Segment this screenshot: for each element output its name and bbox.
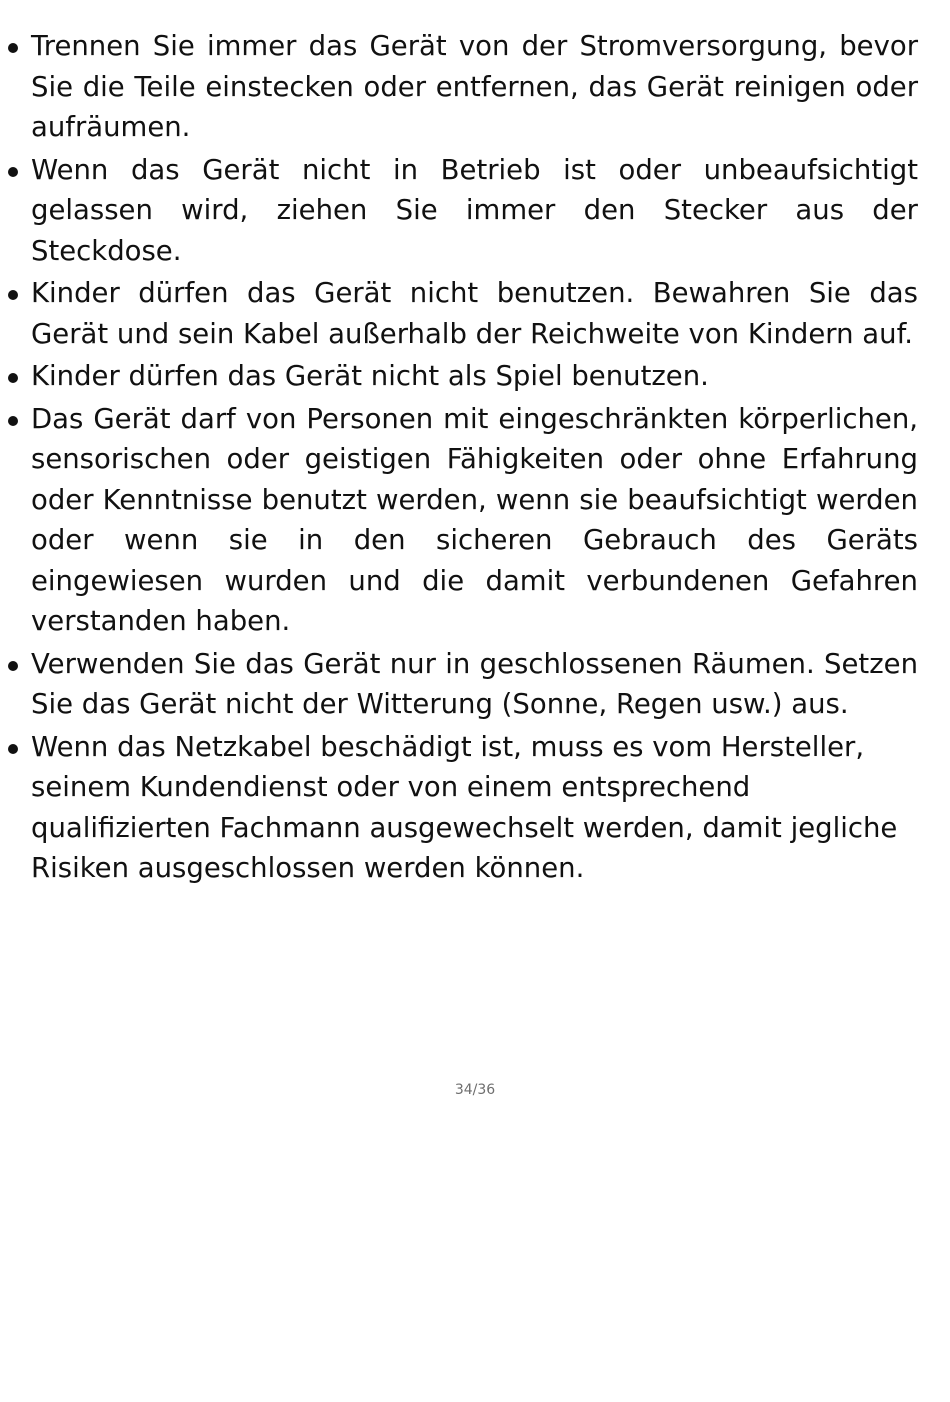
list-item <box>6 727 918 889</box>
safety-instructions-list <box>6 26 918 891</box>
bullet-icon <box>8 744 18 754</box>
list-item-text: Wenn das Netzkabel beschädigt ist, muss es vom Hersteller, seinem Kundendienst oder von einem entsprechend qualifizierten Fachmann ausgewechselt werden, damit jegliche Risiken ausgeschlossen werden können. <box>31 730 898 884</box>
list-item-text: Das Gerät darf von Personen mit eingeschränkten körperlichen, sensorischen oder geistigen Fähigkeiten oder ohne Erfahrung oder Kenntnisse benutzt werden, wenn sie beaufsichtigt werden oder wenn sie in den sicheren Gebrauch des Geräts eingewiesen wurden und die damit verbundenen Gefahren verstanden haben. <box>31 402 918 637</box>
bullet-icon <box>8 167 18 177</box>
list-item <box>6 150 918 272</box>
page-number: 34/36 <box>454 1082 496 1098</box>
list-item-text: Verwenden Sie das Gerät nur in geschlossenen Räumen. Setzen Sie das Gerät nicht der Witterung (Sonne, Regen usw.) aus. <box>31 647 918 720</box>
bullet-icon <box>8 290 18 300</box>
bullet-icon <box>8 661 18 671</box>
list-item <box>6 644 918 725</box>
list-item <box>6 273 918 354</box>
list-item-text: Trennen Sie immer das Gerät von der Stromversorgung, bevor Sie die Teile einstecken oder entfernen, das Gerät reinigen oder aufräumen. <box>31 30 918 143</box>
bullet-icon <box>8 43 18 53</box>
list-item-text: Kinder dürfen das Gerät nicht als Spiel benutzen. <box>31 360 709 392</box>
list-item <box>6 26 918 148</box>
list-item-text: Kinder dürfen das Gerät nicht benutzen. Bewahren Sie das Gerät und sein Kabel außerhalb der Reichweite von Kindern auf. <box>31 277 918 350</box>
bullet-icon <box>8 416 18 426</box>
bullet-icon <box>8 373 18 383</box>
list-item <box>6 399 918 642</box>
list-item <box>6 356 918 397</box>
list-item-text: Wenn das Gerät nicht in Betrieb ist oder unbeaufsichtigt gelassen wird, ziehen Sie immer den Stecker aus der Steckdose. <box>31 153 918 267</box>
